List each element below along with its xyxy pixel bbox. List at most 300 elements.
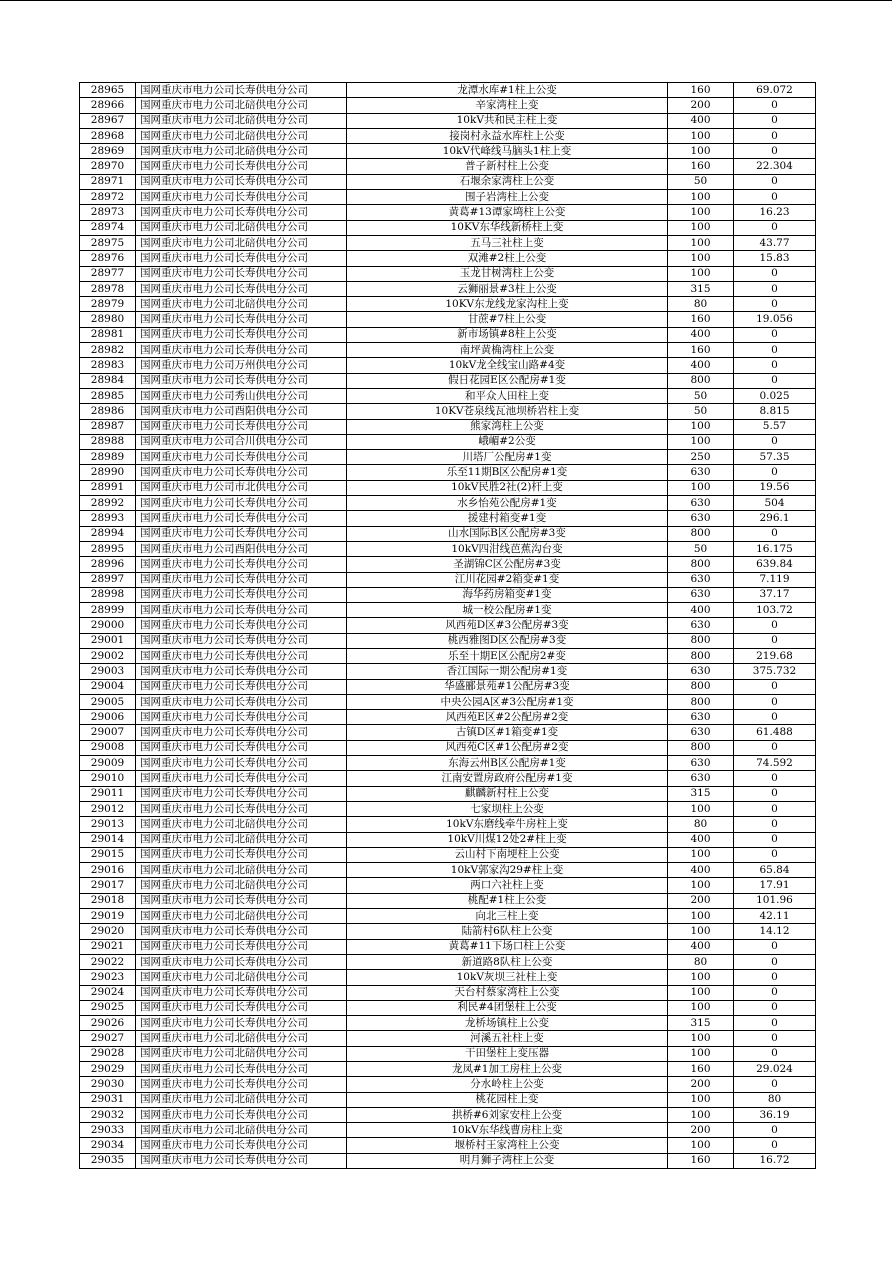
company-name-cell: 国网重庆市电力公司北碚供电分公司 xyxy=(136,970,347,985)
record-id-cell: 28967 xyxy=(80,113,136,128)
capacity-cell: 200 xyxy=(668,1077,734,1092)
table-row xyxy=(80,679,816,694)
table-row xyxy=(80,128,816,143)
company-name-cell: 国网重庆市电力公司北碚供电分公司 xyxy=(136,1031,347,1046)
capacity-cell: 630 xyxy=(668,725,734,740)
transformer-name-cell: 黄葛#13谭家塆柱上公变 xyxy=(347,205,668,220)
company-name-cell: 国网重庆市电力公司北碚供电分公司 xyxy=(136,817,347,832)
company-name-cell: 国网重庆市电力公司长寿供电分公司 xyxy=(136,1107,347,1122)
record-id-cell: 28985 xyxy=(80,388,136,403)
capacity-cell: 100 xyxy=(668,1000,734,1015)
record-id-cell: 28993 xyxy=(80,511,136,526)
transformer-name-cell: 天台村蔡家湾柱上公变 xyxy=(347,985,668,1000)
company-name-cell: 国网重庆市电力公司长寿供电分公司 xyxy=(136,756,347,771)
table-row xyxy=(80,725,816,740)
transformer-name-cell: 中央公园A区#3公配房#1变 xyxy=(347,694,668,709)
company-name-cell: 国网重庆市电力公司长寿供电分公司 xyxy=(136,450,347,465)
value-cell: 103.72 xyxy=(734,603,816,618)
capacity-cell: 100 xyxy=(668,251,734,266)
transformer-name-cell: 风西苑E区#2公配房#2变 xyxy=(347,710,668,725)
transformer-name-cell: 城一校公配房#1变 xyxy=(347,603,668,618)
transformer-name-cell: 华盛郦景苑#1公配房#3变 xyxy=(347,679,668,694)
table-row xyxy=(80,786,816,801)
capacity-cell: 800 xyxy=(668,373,734,388)
record-id-cell: 28995 xyxy=(80,541,136,556)
transformer-name-cell: 玉龙甘树湾柱上公变 xyxy=(347,266,668,281)
table-row xyxy=(80,633,816,648)
record-id-cell: 28992 xyxy=(80,496,136,511)
value-cell: 36.19 xyxy=(734,1107,816,1122)
record-id-cell: 28989 xyxy=(80,450,136,465)
value-cell: 101.96 xyxy=(734,893,816,908)
company-name-cell: 国网重庆市电力公司北碚供电分公司 xyxy=(136,909,347,924)
value-cell: 219.68 xyxy=(734,648,816,663)
transformer-name-cell: 10KV东华线新桥柱上变 xyxy=(347,220,668,235)
company-name-cell: 国网重庆市电力公司北碚供电分公司 xyxy=(136,297,347,312)
value-cell: 0 xyxy=(734,434,816,449)
transformer-name-cell: 江南安置房政府公配房#1变 xyxy=(347,771,668,786)
company-name-cell: 国网重庆市电力公司长寿供电分公司 xyxy=(136,786,347,801)
transformer-name-cell: 峨嵋#2公变 xyxy=(347,434,668,449)
transformer-name-cell: 10kV民胜2社(2)杆上变 xyxy=(347,480,668,495)
transformer-name-cell: 桃西雅图D区公配房#3变 xyxy=(347,633,668,648)
transformer-name-cell: 10KV东龙线龙家沟柱上变 xyxy=(347,297,668,312)
table-row xyxy=(80,771,816,786)
table-row xyxy=(80,572,816,587)
company-name-cell: 国网重庆市电力公司长寿供电分公司 xyxy=(136,343,347,358)
company-name-cell: 国网重庆市电力公司长寿供电分公司 xyxy=(136,572,347,587)
transformer-name-cell: 拱桥#6刘家安柱上公变 xyxy=(347,1107,668,1122)
company-name-cell: 国网重庆市电力公司酉阳供电分公司 xyxy=(136,404,347,419)
transformer-table xyxy=(79,82,816,1169)
table-row xyxy=(80,541,816,556)
capacity-cell: 80 xyxy=(668,954,734,969)
capacity-cell: 100 xyxy=(668,1031,734,1046)
company-name-cell: 国网重庆市电力公司长寿供电分公司 xyxy=(136,266,347,281)
record-id-cell: 29002 xyxy=(80,648,136,663)
record-id-cell: 28991 xyxy=(80,480,136,495)
value-cell: 0 xyxy=(734,694,816,709)
value-cell: 0 xyxy=(734,618,816,633)
capacity-cell: 315 xyxy=(668,281,734,296)
table-row xyxy=(80,190,816,205)
table-row xyxy=(80,1031,816,1046)
value-cell: 0 xyxy=(734,266,816,281)
record-id-cell: 28986 xyxy=(80,404,136,419)
capacity-cell: 630 xyxy=(668,511,734,526)
transformer-name-cell: 干田堡柱上变压器 xyxy=(347,1046,668,1061)
record-id-cell: 28997 xyxy=(80,572,136,587)
table-row xyxy=(80,954,816,969)
record-id-cell: 28968 xyxy=(80,128,136,143)
transformer-name-cell: 河溪五社柱上变 xyxy=(347,1031,668,1046)
value-cell: 0 xyxy=(734,832,816,847)
transformer-name-cell: 假日花园E区公配房#1变 xyxy=(347,373,668,388)
table-row xyxy=(80,1000,816,1015)
transformer-name-cell: 云狮丽景#3柱上公变 xyxy=(347,281,668,296)
table-row xyxy=(80,710,816,725)
capacity-cell: 800 xyxy=(668,694,734,709)
table-row xyxy=(80,419,816,434)
capacity-cell: 630 xyxy=(668,710,734,725)
company-name-cell: 国网重庆市电力公司长寿供电分公司 xyxy=(136,801,347,816)
table-row xyxy=(80,618,816,633)
table-row xyxy=(80,863,816,878)
record-id-cell: 28969 xyxy=(80,144,136,159)
capacity-cell: 630 xyxy=(668,572,734,587)
transformer-name-cell: 川塔厂公配房#1变 xyxy=(347,450,668,465)
transformer-name-cell: 10kV东磨线牵牛房柱上变 xyxy=(347,817,668,832)
company-name-cell: 国网重庆市电力公司长寿供电分公司 xyxy=(136,740,347,755)
value-cell: 0 xyxy=(734,281,816,296)
capacity-cell: 100 xyxy=(668,909,734,924)
record-id-cell: 29005 xyxy=(80,694,136,709)
table-row xyxy=(80,281,816,296)
table-row xyxy=(80,1153,816,1168)
capacity-cell: 100 xyxy=(668,419,734,434)
value-cell: 504 xyxy=(734,496,816,511)
record-id-cell: 29011 xyxy=(80,786,136,801)
company-name-cell: 国网重庆市电力公司长寿供电分公司 xyxy=(136,710,347,725)
capacity-cell: 800 xyxy=(668,679,734,694)
value-cell: 7.119 xyxy=(734,572,816,587)
transformer-name-cell: 新道路8队柱上公变 xyxy=(347,954,668,969)
value-cell: 0 xyxy=(734,771,816,786)
table-row xyxy=(80,220,816,235)
capacity-cell: 100 xyxy=(668,801,734,816)
capacity-cell: 400 xyxy=(668,327,734,342)
table-row xyxy=(80,1107,816,1122)
value-cell: 0 xyxy=(734,190,816,205)
transformer-name-cell: 10kV郭家沟29#柱上变 xyxy=(347,863,668,878)
record-id-cell: 29021 xyxy=(80,939,136,954)
record-id-cell: 29013 xyxy=(80,817,136,832)
record-id-cell: 28973 xyxy=(80,205,136,220)
capacity-cell: 100 xyxy=(668,220,734,235)
record-id-cell: 29020 xyxy=(80,924,136,939)
company-name-cell: 国网重庆市电力公司长寿供电分公司 xyxy=(136,190,347,205)
value-cell: 0 xyxy=(734,740,816,755)
transformer-name-cell: 熊家湾柱上公变 xyxy=(347,419,668,434)
company-name-cell: 国网重庆市电力公司合川供电分公司 xyxy=(136,434,347,449)
record-id-cell: 29015 xyxy=(80,847,136,862)
table-row xyxy=(80,924,816,939)
record-id-cell: 29007 xyxy=(80,725,136,740)
company-name-cell: 国网重庆市电力公司长寿供电分公司 xyxy=(136,603,347,618)
capacity-cell: 800 xyxy=(668,633,734,648)
capacity-cell: 200 xyxy=(668,893,734,908)
table-row xyxy=(80,893,816,908)
record-id-cell: 28994 xyxy=(80,526,136,541)
company-name-cell: 国网重庆市电力公司长寿供电分公司 xyxy=(136,679,347,694)
value-cell: 0 xyxy=(734,358,816,373)
transformer-name-cell: 麒麟新村柱上公变 xyxy=(347,786,668,801)
record-id-cell: 28980 xyxy=(80,312,136,327)
company-name-cell: 国网重庆市电力公司长寿供电分公司 xyxy=(136,281,347,296)
table-row xyxy=(80,603,816,618)
company-name-cell: 国网重庆市电力公司北碚供电分公司 xyxy=(136,128,347,143)
company-name-cell: 国网重庆市电力公司北碚供电分公司 xyxy=(136,113,347,128)
record-id-cell: 28966 xyxy=(80,98,136,113)
capacity-cell: 100 xyxy=(668,266,734,281)
table-row xyxy=(80,1062,816,1077)
transformer-name-cell: 古镇D区#1箱变#1变 xyxy=(347,725,668,740)
capacity-cell: 160 xyxy=(668,312,734,327)
table-row xyxy=(80,1092,816,1107)
table-row xyxy=(80,909,816,924)
transformer-name-cell: 新市场镇#8柱上公变 xyxy=(347,327,668,342)
record-id-cell: 29027 xyxy=(80,1031,136,1046)
company-name-cell: 国网重庆市电力公司长寿供电分公司 xyxy=(136,1138,347,1153)
table-row xyxy=(80,587,816,602)
capacity-cell: 160 xyxy=(668,343,734,358)
table-row xyxy=(80,297,816,312)
value-cell: 0 xyxy=(734,1016,816,1031)
record-id-cell: 29029 xyxy=(80,1062,136,1077)
capacity-cell: 630 xyxy=(668,664,734,679)
table-row xyxy=(80,801,816,816)
transformer-name-cell: 普子新村柱上公变 xyxy=(347,159,668,174)
table-row xyxy=(80,251,816,266)
capacity-cell: 630 xyxy=(668,756,734,771)
transformer-name-cell: 向北三柱上变 xyxy=(347,909,668,924)
record-id-cell: 28977 xyxy=(80,266,136,281)
capacity-cell: 315 xyxy=(668,786,734,801)
capacity-cell: 100 xyxy=(668,924,734,939)
transformer-name-cell: 江川花园#2箱变#1变 xyxy=(347,572,668,587)
record-id-cell: 29024 xyxy=(80,985,136,1000)
table-row xyxy=(80,1016,816,1031)
record-id-cell: 29016 xyxy=(80,863,136,878)
table-row xyxy=(80,664,816,679)
table-row xyxy=(80,312,816,327)
table-row xyxy=(80,235,816,250)
table-row xyxy=(80,511,816,526)
capacity-cell: 80 xyxy=(668,297,734,312)
table-row xyxy=(80,450,816,465)
value-cell: 0 xyxy=(734,1123,816,1138)
transformer-name-cell: 风西苑D区#3公配房#3变 xyxy=(347,618,668,633)
value-cell: 65.84 xyxy=(734,863,816,878)
transformer-name-cell: 五马三社柱上变 xyxy=(347,235,668,250)
transformer-name-cell: 水乡怡苑公配房#1变 xyxy=(347,496,668,511)
record-id-cell: 29028 xyxy=(80,1046,136,1061)
capacity-cell: 50 xyxy=(668,541,734,556)
record-id-cell: 29006 xyxy=(80,710,136,725)
company-name-cell: 国网重庆市电力公司长寿供电分公司 xyxy=(136,159,347,174)
capacity-cell: 315 xyxy=(668,1016,734,1031)
record-id-cell: 28988 xyxy=(80,434,136,449)
capacity-cell: 100 xyxy=(668,985,734,1000)
value-cell: 5.57 xyxy=(734,419,816,434)
record-id-cell: 29003 xyxy=(80,664,136,679)
table-row xyxy=(80,98,816,113)
record-id-cell: 28972 xyxy=(80,190,136,205)
table-row xyxy=(80,388,816,403)
record-id-cell: 29000 xyxy=(80,618,136,633)
record-id-cell: 29009 xyxy=(80,756,136,771)
company-name-cell: 国网重庆市电力公司长寿供电分公司 xyxy=(136,83,347,98)
company-name-cell: 国网重庆市电力公司北碚供电分公司 xyxy=(136,220,347,235)
value-cell: 0 xyxy=(734,847,816,862)
company-name-cell: 国网重庆市电力公司长寿供电分公司 xyxy=(136,725,347,740)
transformer-name-cell: 和平众人田柱上变 xyxy=(347,388,668,403)
transformer-name-cell: 龙凤#1加工房柱上公变 xyxy=(347,1062,668,1077)
transformer-name-cell: 乐至11期B区公配房#1变 xyxy=(347,465,668,480)
value-cell: 16.72 xyxy=(734,1153,816,1168)
value-cell: 14.12 xyxy=(734,924,816,939)
company-name-cell: 国网重庆市电力公司长寿供电分公司 xyxy=(136,771,347,786)
transformer-name-cell: 双滩#2柱上公变 xyxy=(347,251,668,266)
value-cell: 0 xyxy=(734,327,816,342)
transformer-name-cell: 东海云州B区公配房#1变 xyxy=(347,756,668,771)
capacity-cell: 400 xyxy=(668,863,734,878)
value-cell: 0 xyxy=(734,710,816,725)
value-cell: 0 xyxy=(734,939,816,954)
company-name-cell: 国网重庆市电力公司长寿供电分公司 xyxy=(136,587,347,602)
transformer-name-cell: 云山村下南埂柱上公变 xyxy=(347,847,668,862)
transformer-name-cell: 明月狮子湾柱上公变 xyxy=(347,1153,668,1168)
table-row xyxy=(80,1046,816,1061)
table-row xyxy=(80,343,816,358)
transformer-name-cell: 辛家湾柱上变 xyxy=(347,98,668,113)
company-name-cell: 国网重庆市电力公司长寿供电分公司 xyxy=(136,618,347,633)
company-name-cell: 国网重庆市电力公司长寿供电分公司 xyxy=(136,511,347,526)
capacity-cell: 160 xyxy=(668,1153,734,1168)
table-row xyxy=(80,756,816,771)
value-cell: 19.056 xyxy=(734,312,816,327)
record-id-cell: 28998 xyxy=(80,587,136,602)
transformer-name-cell: 圣湖锦C区公配房#3变 xyxy=(347,557,668,572)
value-cell: 0 xyxy=(734,970,816,985)
company-name-cell: 国网重庆市电力公司酉阳供电分公司 xyxy=(136,541,347,556)
value-cell: 0 xyxy=(734,343,816,358)
company-name-cell: 国网重庆市电力公司长寿供电分公司 xyxy=(136,664,347,679)
table-row xyxy=(80,113,816,128)
table-row xyxy=(80,526,816,541)
company-name-cell: 国网重庆市电力公司长寿供电分公司 xyxy=(136,893,347,908)
company-name-cell: 国网重庆市电力公司北碚供电分公司 xyxy=(136,1046,347,1061)
capacity-cell: 100 xyxy=(668,1138,734,1153)
capacity-cell: 100 xyxy=(668,235,734,250)
transformer-name-cell: 10kV四泔线芭蕉沟台变 xyxy=(347,541,668,556)
capacity-cell: 630 xyxy=(668,587,734,602)
company-name-cell: 国网重庆市电力公司北碚供电分公司 xyxy=(136,863,347,878)
transformer-name-cell: 10kV共和民主柱上变 xyxy=(347,113,668,128)
capacity-cell: 100 xyxy=(668,847,734,862)
table-row xyxy=(80,878,816,893)
record-id-cell: 28981 xyxy=(80,327,136,342)
transformer-name-cell: 桃配#1柱上公变 xyxy=(347,893,668,908)
record-id-cell: 29031 xyxy=(80,1092,136,1107)
company-name-cell: 国网重庆市电力公司北碚供电分公司 xyxy=(136,1123,347,1138)
capacity-cell: 100 xyxy=(668,1046,734,1061)
transformer-name-cell: 10kV川煤12处2#柱上变 xyxy=(347,832,668,847)
value-cell: 0 xyxy=(734,633,816,648)
transformer-table-body xyxy=(80,83,816,1169)
value-cell: 37.17 xyxy=(734,587,816,602)
capacity-cell: 100 xyxy=(668,970,734,985)
transformer-name-cell: 海华药房箱变#1变 xyxy=(347,587,668,602)
table-row xyxy=(80,1138,816,1153)
capacity-cell: 250 xyxy=(668,450,734,465)
company-name-cell: 国网重庆市电力公司万州供电分公司 xyxy=(136,358,347,373)
company-name-cell: 国网重庆市电力公司长寿供电分公司 xyxy=(136,419,347,434)
record-id-cell: 28979 xyxy=(80,297,136,312)
company-name-cell: 国网重庆市电力公司长寿供电分公司 xyxy=(136,496,347,511)
transformer-name-cell: 黄葛#11下场口柱上公变 xyxy=(347,939,668,954)
record-id-cell: 29010 xyxy=(80,771,136,786)
table-row xyxy=(80,159,816,174)
value-cell: 15.83 xyxy=(734,251,816,266)
table-row xyxy=(80,205,816,220)
transformer-name-cell: 10kV灰坝三社柱上变 xyxy=(347,970,668,985)
value-cell: 0 xyxy=(734,817,816,832)
record-id-cell: 28984 xyxy=(80,373,136,388)
record-id-cell: 29022 xyxy=(80,954,136,969)
company-name-cell: 国网重庆市电力公司北碚供电分公司 xyxy=(136,98,347,113)
table-row xyxy=(80,1077,816,1092)
table-row xyxy=(80,404,816,419)
record-id-cell: 28971 xyxy=(80,174,136,189)
value-cell: 0 xyxy=(734,1046,816,1061)
value-cell: 0 xyxy=(734,1138,816,1153)
value-cell: 0 xyxy=(734,801,816,816)
value-cell: 0 xyxy=(734,985,816,1000)
capacity-cell: 800 xyxy=(668,648,734,663)
table-row xyxy=(80,496,816,511)
transformer-name-cell: 香江国际一期公配房#1变 xyxy=(347,664,668,679)
company-name-cell: 国网重庆市电力公司长寿供电分公司 xyxy=(136,373,347,388)
capacity-cell: 800 xyxy=(668,740,734,755)
table-row xyxy=(80,358,816,373)
record-id-cell: 28974 xyxy=(80,220,136,235)
value-cell: 0 xyxy=(734,526,816,541)
capacity-cell: 400 xyxy=(668,113,734,128)
table-row xyxy=(80,434,816,449)
transformer-name-cell: 甘蔗#7柱上公变 xyxy=(347,312,668,327)
company-name-cell: 国网重庆市电力公司北碚供电分公司 xyxy=(136,832,347,847)
capacity-cell: 100 xyxy=(668,480,734,495)
value-cell: 22.304 xyxy=(734,159,816,174)
capacity-cell: 100 xyxy=(668,128,734,143)
record-id-cell: 28983 xyxy=(80,358,136,373)
record-id-cell: 28976 xyxy=(80,251,136,266)
capacity-cell: 160 xyxy=(668,83,734,98)
company-name-cell: 国网重庆市电力公司秀山供电分公司 xyxy=(136,388,347,403)
company-name-cell: 国网重庆市电力公司北碚供电分公司 xyxy=(136,235,347,250)
capacity-cell: 100 xyxy=(668,1092,734,1107)
record-id-cell: 28965 xyxy=(80,83,136,98)
transformer-name-cell: 山水国际B区公配房#3变 xyxy=(347,526,668,541)
value-cell: 29.024 xyxy=(734,1062,816,1077)
value-cell: 61.488 xyxy=(734,725,816,740)
capacity-cell: 50 xyxy=(668,174,734,189)
value-cell: 19.56 xyxy=(734,480,816,495)
record-id-cell: 29004 xyxy=(80,679,136,694)
company-name-cell: 国网重庆市电力公司长寿供电分公司 xyxy=(136,174,347,189)
capacity-cell: 160 xyxy=(668,1062,734,1077)
record-id-cell: 28978 xyxy=(80,281,136,296)
table-row xyxy=(80,817,816,832)
record-id-cell: 29026 xyxy=(80,1016,136,1031)
company-name-cell: 国网重庆市电力公司长寿供电分公司 xyxy=(136,465,347,480)
company-name-cell: 国网重庆市电力公司长寿供电分公司 xyxy=(136,633,347,648)
value-cell: 0 xyxy=(734,1031,816,1046)
table-row xyxy=(80,144,816,159)
record-id-cell: 29030 xyxy=(80,1077,136,1092)
transformer-name-cell: 两口六社柱上变 xyxy=(347,878,668,893)
